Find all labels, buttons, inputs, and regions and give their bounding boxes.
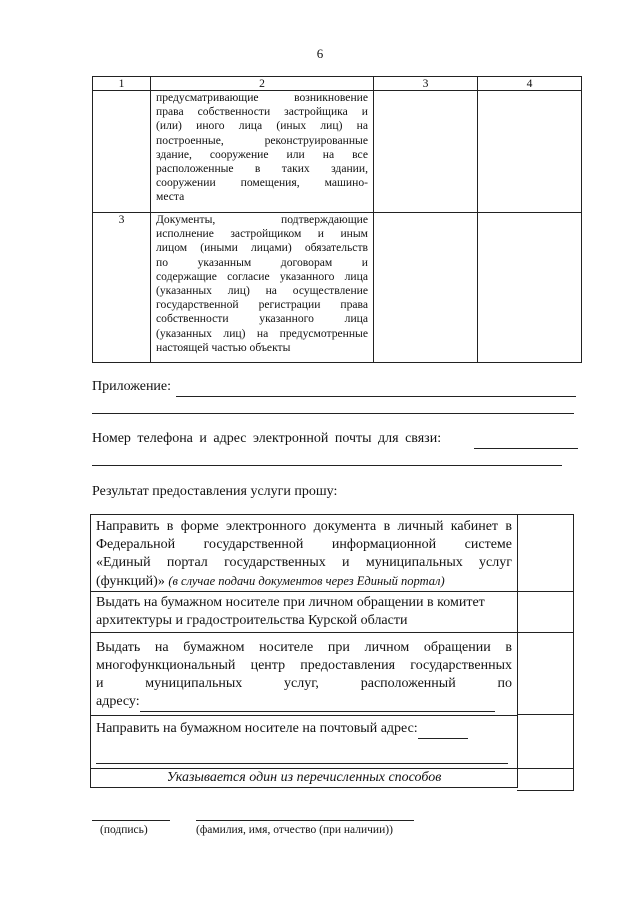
full-name-field[interactable] (196, 820, 414, 821)
choice-divider (517, 768, 574, 769)
option-row (91, 515, 518, 592)
attachment-field[interactable] (176, 396, 576, 397)
mfc-address-field[interactable] (140, 693, 495, 712)
page-number: 6 (316, 46, 324, 61)
option-note: Указывается один из перечисленных способов (91, 769, 518, 788)
full-name-label: (фамилия, имя, отчество (при наличии)) (196, 824, 393, 836)
option-line: «Единый портал государственных и муниципальных услуг (96, 555, 512, 570)
desc-line: Документы, подтверждающие (156, 213, 368, 226)
documents-table (92, 76, 582, 363)
option-line: Выдать на бумажном носителе при личном обращении в (96, 640, 512, 655)
empty-cell (478, 213, 582, 363)
attachment-label: Приложение: (92, 379, 172, 394)
option-line: Выдать на бумажном носителе при личном обращении в комитет (96, 595, 485, 610)
note-row (91, 769, 518, 788)
row-description (151, 91, 374, 213)
option-paper-committee[interactable] (91, 592, 518, 633)
desc-line: лицом (иными лицами) обязательств (156, 241, 368, 255)
choice-divider (517, 591, 574, 592)
signature-label: (подпись) (100, 824, 148, 836)
postal-address-field[interactable] (418, 720, 468, 739)
contact-field-line2[interactable] (92, 465, 562, 466)
contact-row (92, 430, 441, 448)
option-line: и муниципальных услуг, расположенный по (96, 676, 512, 691)
postal-label: Направить на бумажном носителе на почтовый адрес: (96, 721, 418, 736)
empty-cell (478, 91, 582, 213)
header-cell: 1 (93, 77, 151, 91)
option-line: Федеральной государственной информационной системе (96, 537, 512, 552)
header-cell: 3 (374, 77, 478, 91)
address-label: адресу: (96, 694, 140, 709)
empty-cell (374, 91, 478, 213)
desc-line: построенные, реконструированные (156, 133, 368, 147)
option-line (96, 693, 512, 712)
option-line-italic: (в случае подачи документов через Единый портал) (168, 574, 445, 588)
contact-field[interactable] (474, 448, 578, 449)
desc-line: сооружении помещения, машино- (156, 176, 368, 190)
empty-cell (374, 213, 478, 363)
choice-divider (517, 632, 574, 633)
desc-line: здание, сооружение или на все (156, 147, 368, 161)
header-cell: 2 (151, 77, 374, 91)
choice-divider (517, 714, 574, 715)
option-line (96, 572, 512, 591)
desc-line: собственности указанного лица (156, 312, 368, 326)
contact-label: Номер телефона и адрес электронной почты для связи: (92, 431, 442, 446)
desc-line: места (156, 190, 185, 204)
option-postal[interactable] (91, 716, 518, 769)
option-email-cabinet[interactable] (91, 515, 518, 592)
desc-line: расположенные в таких здании, (156, 162, 368, 176)
desc-line: государственной регистрации права (156, 298, 368, 312)
signature-field[interactable] (92, 820, 170, 821)
option-row (91, 592, 518, 633)
table-header-row (93, 77, 582, 91)
desc-line: (указанных лиц) на предусмотренные (156, 326, 368, 340)
option-line: многофункциональный центр предоставления государственных (96, 658, 512, 673)
table-row (93, 213, 582, 363)
row-description (151, 213, 374, 363)
delivery-options-table (90, 514, 518, 788)
option-line: Направить в форме электронного документа в личный кабинет в (96, 519, 512, 534)
desc-line: содержащие согласие указанного лица (156, 269, 368, 283)
desc-line: настоящей частью объекты (156, 340, 291, 354)
desc-line: (или) иного лица (иных лиц) на (156, 119, 368, 133)
desc-line: (указанных лиц) на осуществление (156, 284, 368, 298)
row-number (93, 91, 151, 213)
option-line-plain: (функций)» (96, 574, 165, 589)
attachment-field-line2[interactable] (92, 413, 574, 414)
option-paper-mfc[interactable] (91, 633, 518, 716)
option-line: архитектуры и градостроительства Курской области (96, 613, 408, 628)
desc-line: предусматривающие возникновение (156, 91, 368, 104)
table-row (93, 91, 582, 213)
choice-column (517, 514, 574, 791)
option-row (91, 633, 518, 716)
desc-line: исполнение застройщиком и иным (156, 227, 368, 241)
desc-line: права собственности застройщика и (156, 105, 368, 119)
row-number: 3 (93, 213, 151, 363)
attachment-row (92, 378, 171, 396)
result-label: Результат предоставления услуги прошу: (92, 484, 338, 499)
postal-address-field-line2[interactable] (96, 745, 508, 764)
desc-line: по указанным договорам и (156, 255, 368, 269)
header-cell: 4 (478, 77, 582, 91)
option-row (91, 716, 518, 769)
option-line (96, 721, 468, 736)
